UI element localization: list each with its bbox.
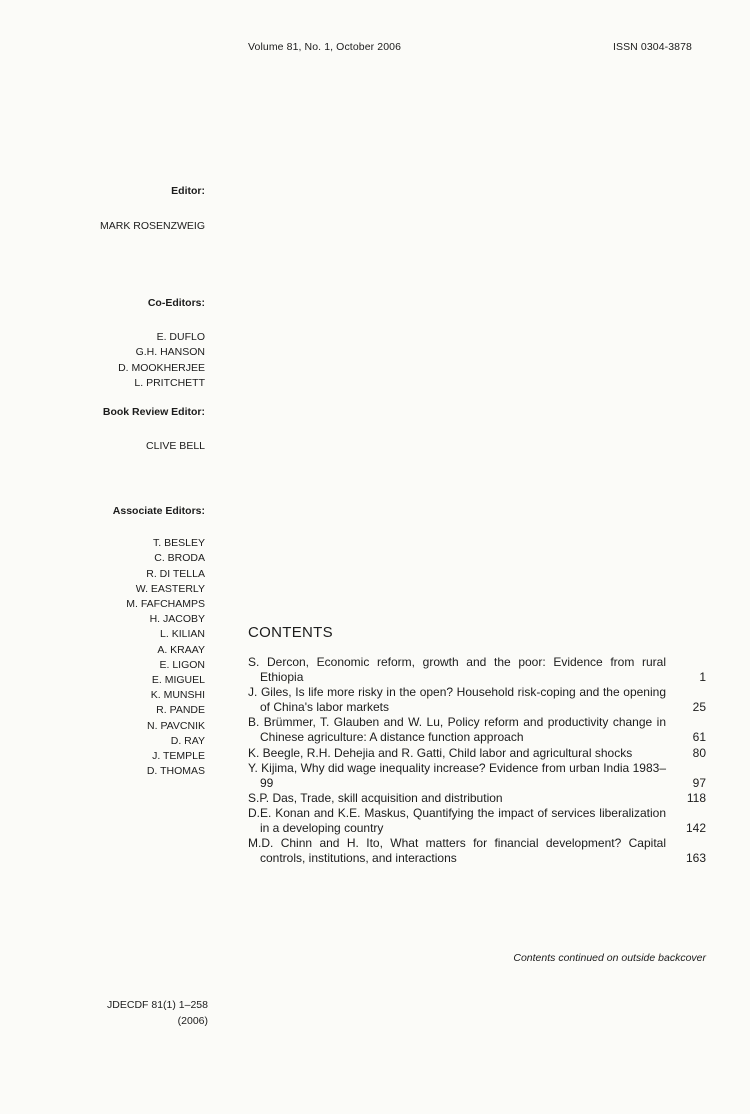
volume-info: Volume 81, No. 1, October 2006 xyxy=(248,41,402,53)
editor-name-item: C. BRODA xyxy=(154,552,205,565)
editor-name-item: T. BESLEY xyxy=(153,537,205,550)
co-editors-heading: Co-Editors: xyxy=(147,297,205,309)
toc-entry-title: S.P. Das, Trade, skill acquisition and distribution xyxy=(248,790,503,805)
toc-entry-title: J. Giles, Is life more risky in the open? Household risk-coping and the opening of China's labor markets xyxy=(248,685,666,715)
editor-name-item: A. KRAAY xyxy=(157,643,205,656)
editor-name-item: L. PRITCHETT xyxy=(134,376,205,389)
toc-entry-page: 25 xyxy=(692,700,706,715)
editor-name-item: J. TEMPLE xyxy=(152,750,205,763)
editor-section xyxy=(100,184,205,234)
toc-entry xyxy=(248,685,708,715)
toc-entry-title: Y. Kijima, Why did wage inequality increase? Evidence from urban India 1983–99 xyxy=(248,760,666,790)
editor-name-item: D. THOMAS xyxy=(146,765,205,778)
table-of-contents xyxy=(248,655,708,866)
toc-entry-page: 80 xyxy=(692,745,706,760)
editor-name-item: H. JACOBY xyxy=(149,613,205,626)
co-editors-section xyxy=(118,296,205,391)
toc-entry-page: 1 xyxy=(699,670,706,685)
contents-continued-note: Contents continued on outside backcover xyxy=(513,952,706,964)
toc-entry-page: 142 xyxy=(685,821,706,836)
book-review-heading: Book Review Editor: xyxy=(102,406,205,418)
editor-name-item: W. EASTERLY xyxy=(135,582,205,595)
toc-entry-title: M.D. Chinn and H. Ito, What matters for financial development? Capital controls, institutions, and interactions xyxy=(248,836,666,866)
editor-name-item: L. KILIAN xyxy=(160,628,205,641)
book-review-section xyxy=(103,405,205,454)
toc-entry-title: B. Brümmer, T. Glauben and W. Lu, Policy reform and productivity change in Chinese agriculture: A distance function approach xyxy=(248,715,666,745)
toc-entry xyxy=(248,746,708,761)
journal-year: (2006) xyxy=(177,1015,208,1027)
co-editors-list xyxy=(118,330,205,391)
toc-entry xyxy=(248,655,708,685)
contents-title: CONTENTS xyxy=(248,624,333,641)
issn: ISSN 0304-3878 xyxy=(612,41,692,53)
editor-name-item: N. PAVCNIK xyxy=(147,719,205,732)
toc-entry-page: 61 xyxy=(692,730,706,745)
journal-code: JDECDF 81(1) 1–258 xyxy=(107,999,208,1011)
toc-entry-page: 163 xyxy=(685,851,706,866)
toc-entry xyxy=(248,806,708,836)
editor-name-item: E. MIGUEL xyxy=(151,674,205,687)
book-review-editor-name: CLIVE BELL xyxy=(146,440,205,453)
editor-name: MARK ROSENZWEIG xyxy=(99,220,205,233)
toc-entry-title: S. Dercon, Economic reform, growth and the poor: Evidence from rural Ethiopia xyxy=(248,655,666,685)
toc-entry-page: 97 xyxy=(692,775,706,790)
editor-name-item: E. DUFLO xyxy=(156,331,205,344)
journal-code-footer xyxy=(78,997,208,1029)
associate-editors-heading: Associate Editors: xyxy=(112,505,205,517)
toc-entry xyxy=(248,791,708,806)
toc-entry-page: 118 xyxy=(686,790,706,805)
editor-name-item: K. MUNSHI xyxy=(150,689,205,702)
associate-editors-list xyxy=(113,536,205,779)
editor-name-item: R. PANDE xyxy=(156,704,205,717)
editor-name-item: D. MOOKHERJEE xyxy=(118,361,205,374)
toc-entry xyxy=(248,715,708,745)
editor-name-item: G.H. HANSON xyxy=(135,346,205,359)
associate-editors-section xyxy=(113,504,205,779)
editor-name-item: D. RAY xyxy=(170,734,205,747)
toc-entry xyxy=(248,836,708,866)
toc-entry xyxy=(248,761,708,791)
toc-entry-title: K. Beegle, R.H. Dehejia and R. Gatti, Child labor and agricultural shocks xyxy=(248,745,633,760)
editor-name-item: E. LIGON xyxy=(159,658,205,671)
toc-entry-title: D.E. Konan and K.E. Maskus, Quantifying the impact of services liberalization in a developing country xyxy=(248,805,666,836)
editor-name-item: M. FAFCHAMPS xyxy=(126,598,205,611)
editor-name-item: R. DI TELLA xyxy=(146,567,205,580)
editor-heading: Editor: xyxy=(171,185,205,197)
